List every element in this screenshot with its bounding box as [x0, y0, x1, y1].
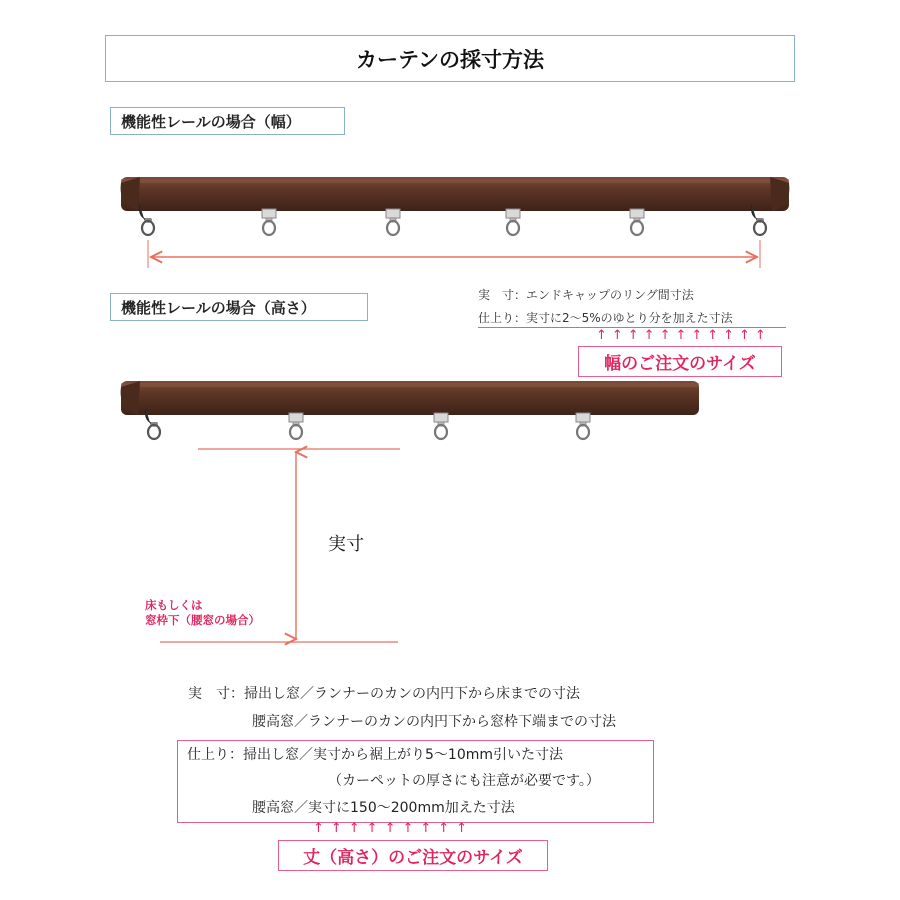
- runner-icon: [434, 413, 448, 439]
- height-finish-line-1: 仕上り：掃出し窓／実寸から裾上がり5〜10mm引いた寸法: [187, 747, 563, 763]
- runner-icon: [262, 209, 276, 235]
- height-actual-line-1: 実 寸：掃出し窓／ランナーのカンの内円下から床までの寸法: [188, 686, 580, 702]
- width-arrows: ↑↑↑↑↑↑↑↑↑↑↑: [596, 328, 771, 343]
- width-actual-note: 実 寸：エンドキャップのリング間寸法: [478, 288, 694, 302]
- height-finish-line-2: （カーペットの厚さにも注意が必要です。）: [328, 773, 600, 789]
- height-order-size-label: 丈（高さ）のご注文のサイズ: [278, 840, 548, 871]
- runner-icon: [630, 209, 644, 235]
- width-order-size-label: 幅のご注文のサイズ: [578, 346, 782, 377]
- height-arrows: ↑↑↑↑↑↑↑↑↑: [313, 821, 475, 836]
- height-finish-line-3: 腰高窓／実寸に150〜200mm加えた寸法: [252, 800, 515, 816]
- floor-label-line: 窓枠下（腰窓の場合）: [145, 613, 260, 627]
- width-dimension-line: [148, 240, 760, 268]
- width-section-label: 機能性レールの場合（幅）: [110, 107, 345, 135]
- width-rail: [121, 177, 790, 211]
- floor-label-line: 床もしくは: [145, 598, 203, 612]
- floor-label: [145, 598, 260, 628]
- height-section-label: 機能性レールの場合（高さ）: [110, 293, 368, 321]
- height-actual-line-2: 腰高窓／ランナーのカンの内円下から窓枠下端までの寸法: [252, 714, 616, 730]
- runner-icon: [576, 413, 590, 439]
- runner-icon: [386, 209, 400, 235]
- height-rail: [121, 381, 699, 415]
- runner-icon: [289, 413, 303, 439]
- actual-size-label: 実寸: [328, 534, 364, 555]
- width-finish-note: 仕上り：実寸に2〜5%のゆとり分を加えた寸法: [478, 311, 733, 325]
- runner-icon: [506, 209, 520, 235]
- page-title: カーテンの採寸方法: [105, 35, 795, 82]
